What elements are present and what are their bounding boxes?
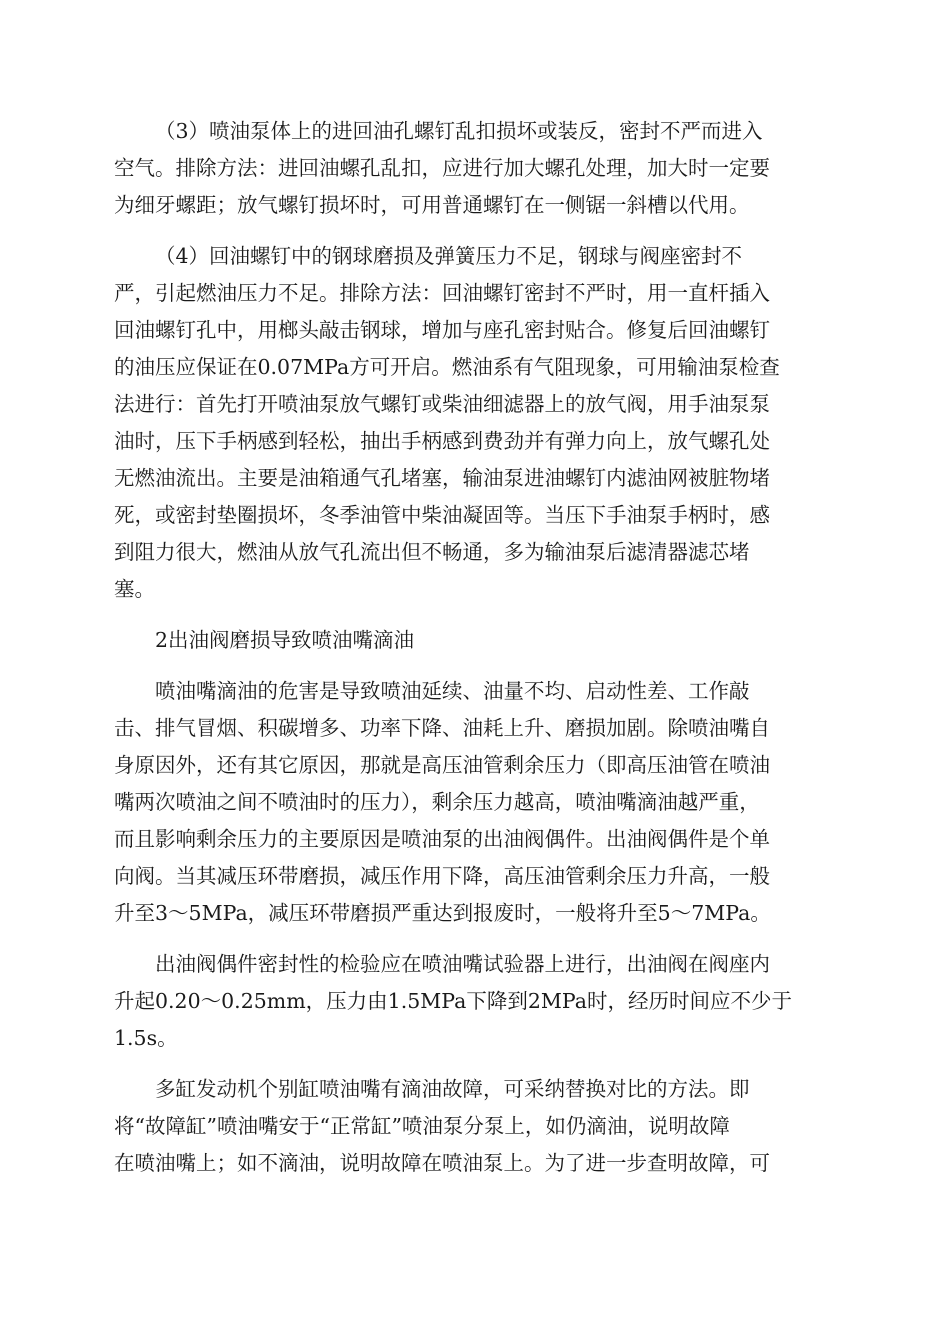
section-heading: 2出油阀磨损导致喷油嘴滴油 — [155, 628, 415, 652]
document-page — [114, 113, 836, 1196]
paragraph-item-3: （3）喷油泵体上的进回油孔螺钉乱扣损坏或装反，密封不严而进入 空气。排除方法：进回油螺孔乱扣，应进行加大螺孔处理，加大时一定要 为细牙螺距；放气螺钉损坏时，可用普通螺钉在一侧锯一斜槽以代用。 — [114, 119, 770, 217]
paragraph-nozzle-dripping: 喷油嘴滴油的危害是导致喷油延续、油量不均、启动性差、工作敲 击、排气冒烟、积碳增多、功率下降、油耗上升、磨损加剧。除喷油嘴自 身原因外，还有其它原因，那就是高压油管剩余压力（即高压油管在喷油 嘴两次喷油之间不喷油时的压力），剩余压力越高，喷油嘴滴油越严重， 而且影响剩余压力的主要原因是喷油泵的出油阀偶件。出油阀偶件是个单 向阀。当其减压环带磨损，减压作用下降，高压油管剩余压力升高，一般 升至3～5MPa，减压环带磨损严重达到报废时，一般将升至5～7MPa。 — [114, 679, 771, 925]
paragraph-valve-inspection: 出油阀偶件密封性的检验应在喷油嘴试验器上进行，出油阀在阀座内 升起0.20～0.25mm，压力由1.5MPa下降到2MPa时，经历时间应不少于 1.5s。 — [114, 952, 792, 1050]
paragraph-item-4: （4）回油螺钉中的钢球磨损及弹簧压力不足，钢球与阀座密封不 严，引起燃油压力不足。排除方法：回油螺钉密封不严时，用一直杆插入 回油螺钉孔中，用榔头敲击钢球，增加与座孔密封贴合。修复后回油螺钉 的油压应保证在0.07MPa方可开启。燃油系有气阻现象，可用输油泵检查 法进行：首先打开喷油泵放气螺钉或柴油细滤器上的放气阀，用手油泵泵 油时，压下手柄感到轻松，抽出手柄感到费劲并有弹力向上，放气螺孔处 无燃油流出。主要是油箱通气孔堵塞，输油泵进油螺钉内滤油网被脏物堵 死，或密封垫圈损坏，冬季油管中柴油凝固等。当压下手油泵手柄时，感 到阻力很大，燃油从放气孔流出但不畅通，多为输油泵后滤清器滤芯堵 塞。 — [114, 244, 780, 601]
paragraph-multi-cylinder: 多缸发动机个别缸喷油嘴有滴油故障，可采纳替换对比的方法。即 将“故障缸”喷油嘴安于“正常缸”喷油泵分泵上，如仍滴油，说明故障 在喷油嘴上；如不滴油，说明故障在喷油泵上。为了进一步查明故障，可 — [114, 1077, 770, 1175]
